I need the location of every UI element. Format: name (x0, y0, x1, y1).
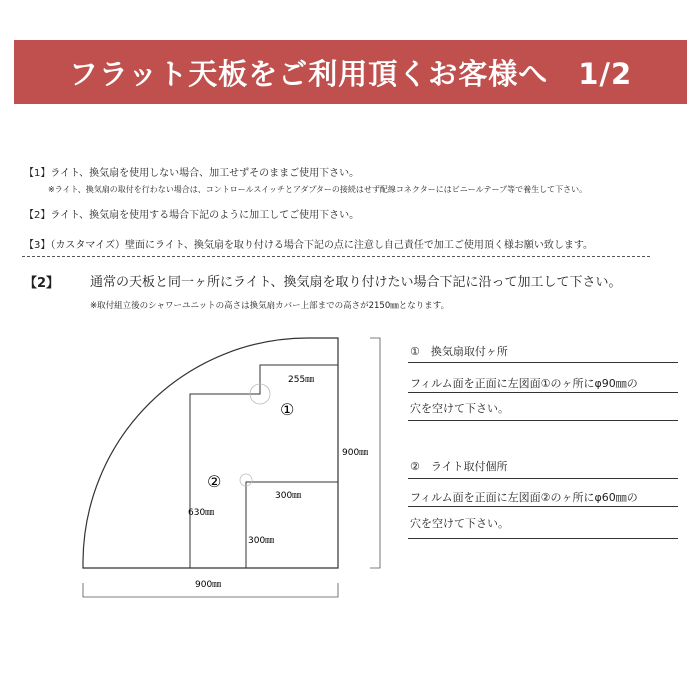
fan-spec-line-2: 穴を空けて下さい。 (410, 402, 509, 415)
light-spec-line-1: フィルム面を正面に左図面②のヶ所にφ60㎜の (410, 491, 638, 504)
light-spec-line-2: 穴を空けて下さい。 (410, 517, 509, 530)
marker-2: ② (207, 472, 222, 491)
height-dimension-bracket (370, 338, 380, 568)
section-2-note: ※取付組立後のシャワーユニットの高さは換気扇カバー上部までの高さが2150㎜となります。 (90, 301, 450, 311)
dim-630: 630㎜ (188, 508, 215, 518)
page-title-banner (14, 40, 687, 104)
dim-300-side: 300㎜ (248, 536, 275, 546)
instruction-1: 【1】ライト、換気扇を使用しない場合、加工せずそのままご使用下さい。 (24, 168, 360, 179)
dim-255: 255㎜ (288, 375, 315, 385)
instruction-1-note: ※ライト、換気扇の取付を行わない場合は、コントロールスイッチとアダプターの接続はせず配線コネクターにはビニールテープ等で養生して下さい。 (48, 185, 588, 194)
dim-900-side: 900㎜ (342, 448, 369, 458)
light-spec-rule-1 (408, 478, 678, 479)
dim-300-top: 300㎜ (275, 491, 302, 501)
section-2-text: 通常の天板と同一ヶ所にライト、換気扇を取り付けたい場合下記に沿って加工して下さい。 (90, 275, 622, 290)
light-spec-rule-3 (408, 538, 678, 539)
fan-spec-line-1: フィルム面を正面に左図面①のヶ所にφ90㎜の (410, 377, 638, 390)
ceiling-plan-diagram (70, 325, 390, 605)
instruction-3: 【3】（カスタマイズ）壁面にライト、換気扇を取り付ける場合下記の点に注意し自己責任で加工ご使用頂く様お願い致します。 (24, 240, 594, 251)
light-spec-rule-2 (408, 506, 678, 507)
fan-spec-rule-1 (408, 362, 678, 363)
section-2-label: 【2】 (24, 276, 60, 291)
fan-spec-rule-2 (408, 392, 678, 393)
page-title: フラット天板をご利用頂くお客様へ 1/2 (68, 56, 633, 91)
ceiling-outline (83, 338, 338, 568)
section-divider (22, 256, 650, 257)
fan-spec-title: ① 換気扇取付ヶ所 (410, 345, 508, 358)
light-spec-title: ② ライト取付個所 (410, 460, 508, 473)
dim-900-bottom: 900㎜ (195, 580, 222, 590)
fan-spec-rule-3 (408, 420, 678, 421)
marker-1: ① (280, 400, 295, 419)
instruction-2: 【2】ライト、換気扇を使用する場合下記のように加工してご使用下さい。 (24, 210, 360, 221)
